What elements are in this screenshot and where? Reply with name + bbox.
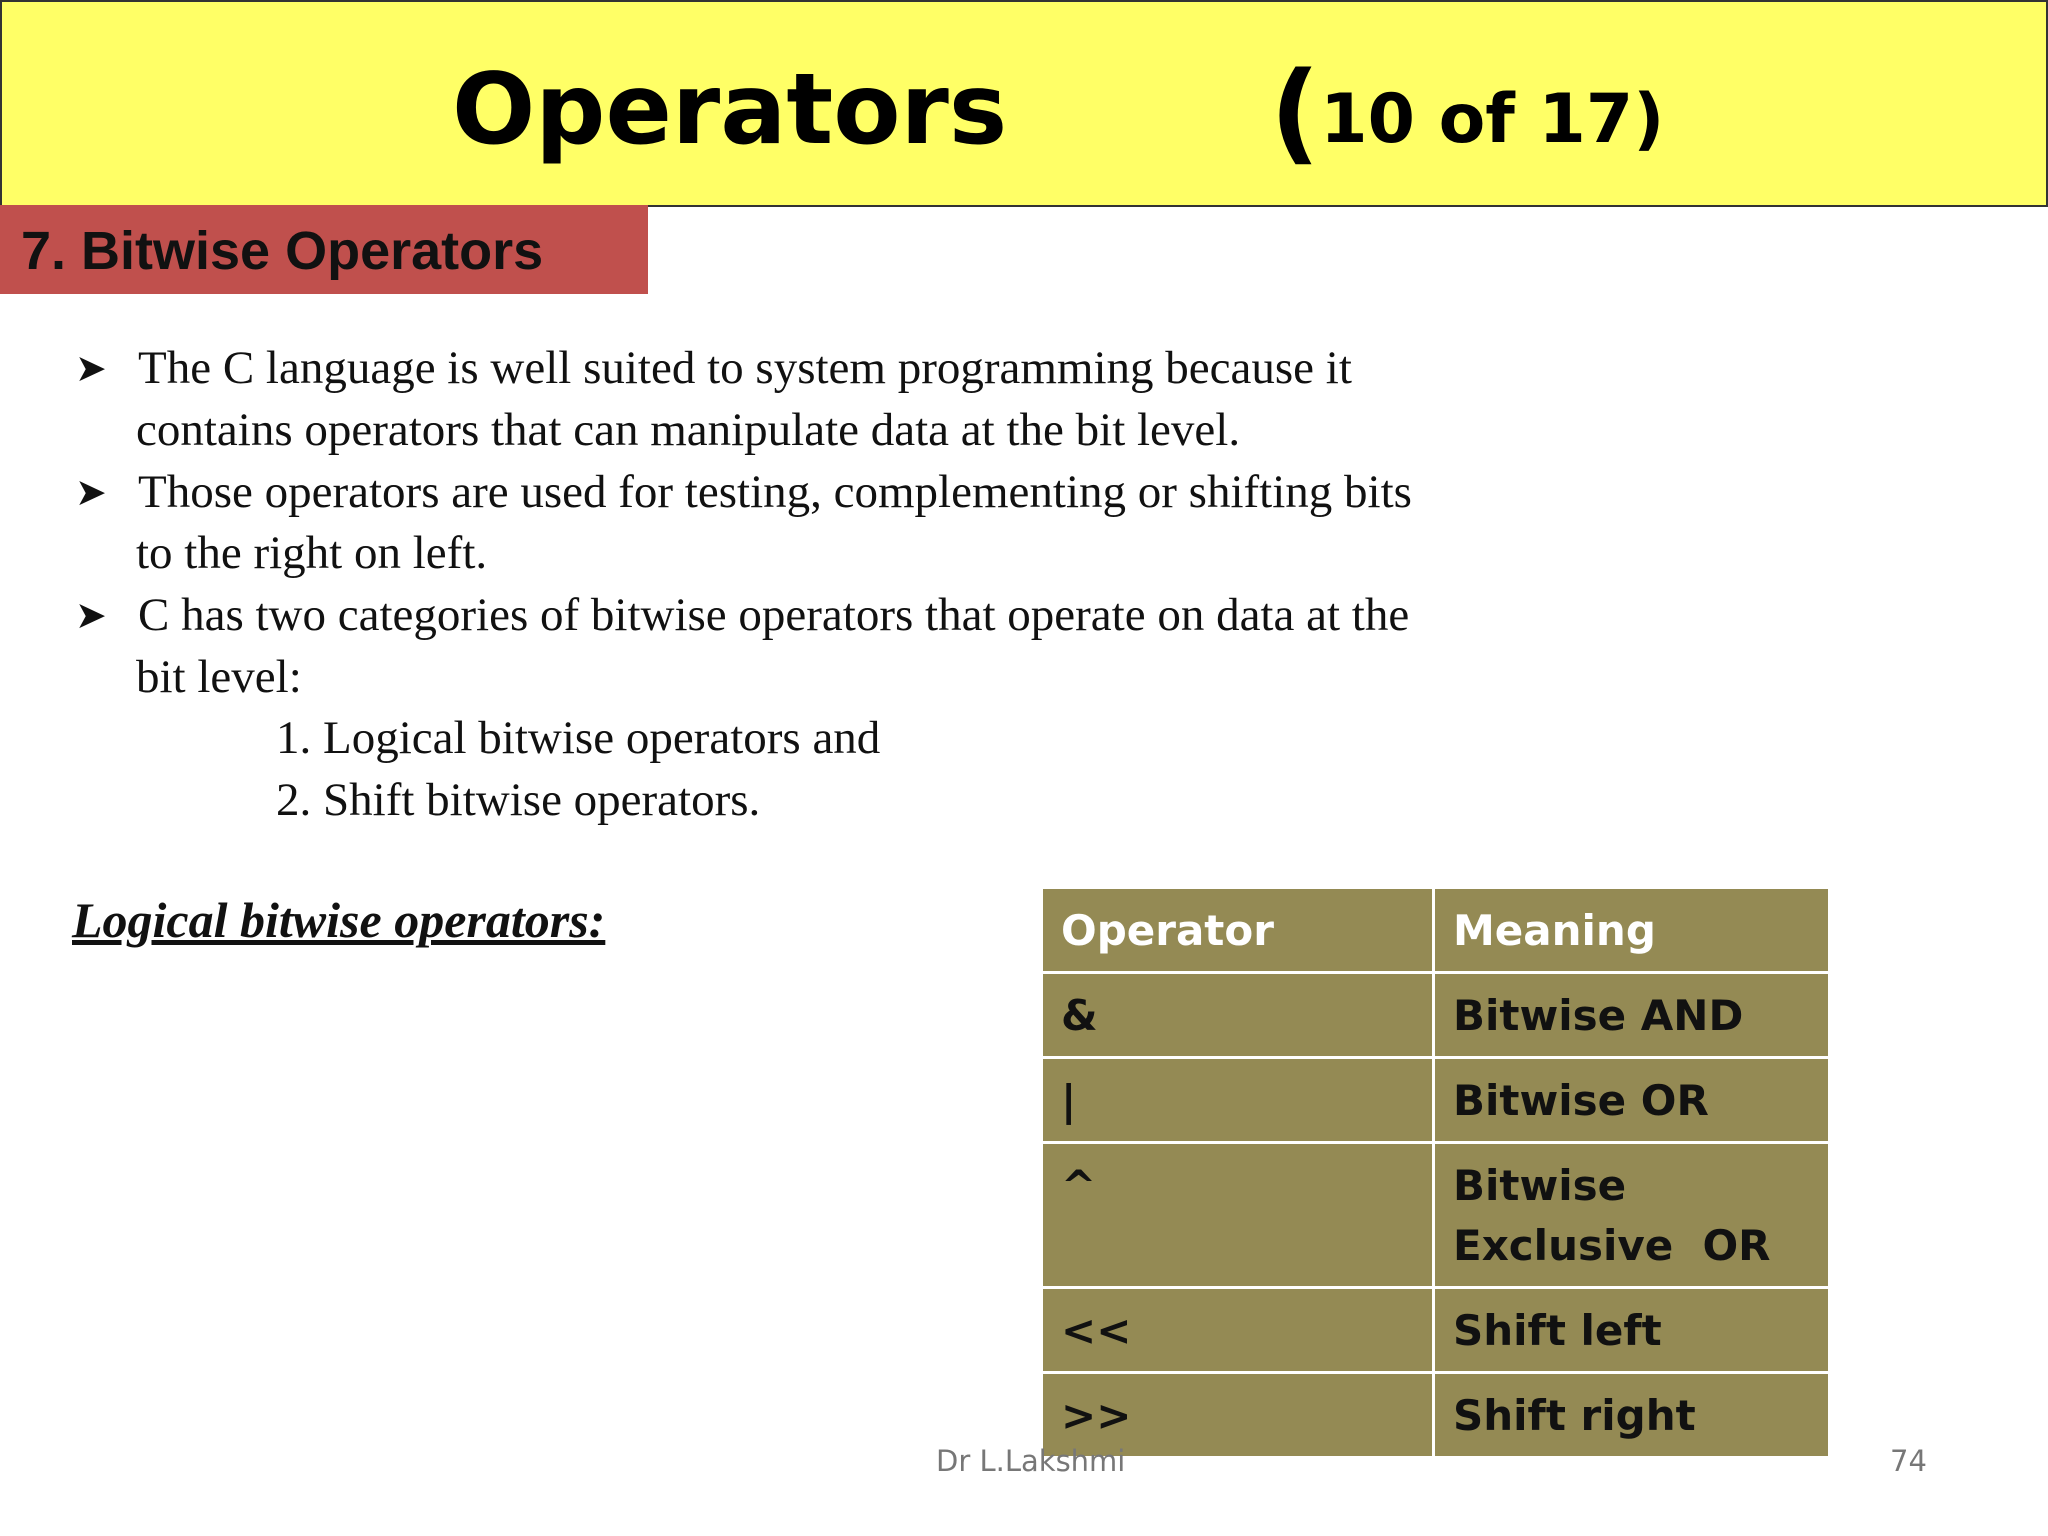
category-item-2: 2. Shift bitwise operators. [276,774,761,826]
bullet-2-line-2: to the right on left. [136,527,488,579]
title-bar [0,0,2048,207]
operator-cell: >> [1042,1373,1434,1458]
meaning-line-1: Bitwise [1453,1161,1627,1210]
operator-cell: & [1042,973,1434,1058]
table-row [1042,1373,1830,1458]
slide-counter-paren: ( [1270,48,1321,176]
section-header [0,205,648,294]
table-row [1042,1288,1830,1373]
bullet-3-line-1: C has two categories of bitwise operators that operate on data at the [138,589,1410,641]
meaning-cell: Shift left [1434,1288,1830,1373]
table-row [1042,1143,1830,1288]
meaning-cell: Bitwise OR [1434,1058,1830,1143]
bullet-1-line-2: contains operators that can manipulate data at the bit level. [136,404,1241,456]
arrow-bullet-icon: ➤ [75,470,107,514]
bullet-2-line-1: Those operators are used for testing, complementing or shifting bits [138,466,1412,518]
footer-author: Dr L.Lakshmi [936,1444,1126,1478]
operator-cell: << [1042,1288,1434,1373]
slide-counter [1270,48,1665,187]
bullet-1-line-1: The C language is well suited to system programming because it [138,342,1352,394]
table-header-row [1042,888,1830,973]
table-header-operator: Operator [1042,888,1434,973]
meaning-line-2: Exclusive OR [1453,1221,1771,1270]
logical-bitwise-subheading: Logical bitwise operators: [72,892,606,948]
slide-title: Operators [452,53,1008,167]
arrow-bullet-icon: ➤ [75,346,107,390]
operator-cell: | [1042,1058,1434,1143]
footer-page-number: 74 [1890,1444,1927,1478]
slide-counter-text: 10 of 17) [1320,80,1665,159]
meaning-cell: Bitwise AND [1434,973,1830,1058]
table-row [1042,973,1830,1058]
section-header-label: 7. Bitwise Operators [21,221,544,281]
operator-cell: ^ [1042,1143,1434,1288]
operators-table [1040,886,1831,1459]
meaning-cell [1434,1143,1830,1288]
table-header-meaning: Meaning [1434,888,1830,973]
bullet-3-line-2: bit level: [136,651,302,703]
category-item-1: 1. Logical bitwise operators and [276,712,881,764]
arrow-bullet-icon: ➤ [75,593,107,637]
table-row [1042,1058,1830,1143]
meaning-cell: Shift right [1434,1373,1830,1458]
